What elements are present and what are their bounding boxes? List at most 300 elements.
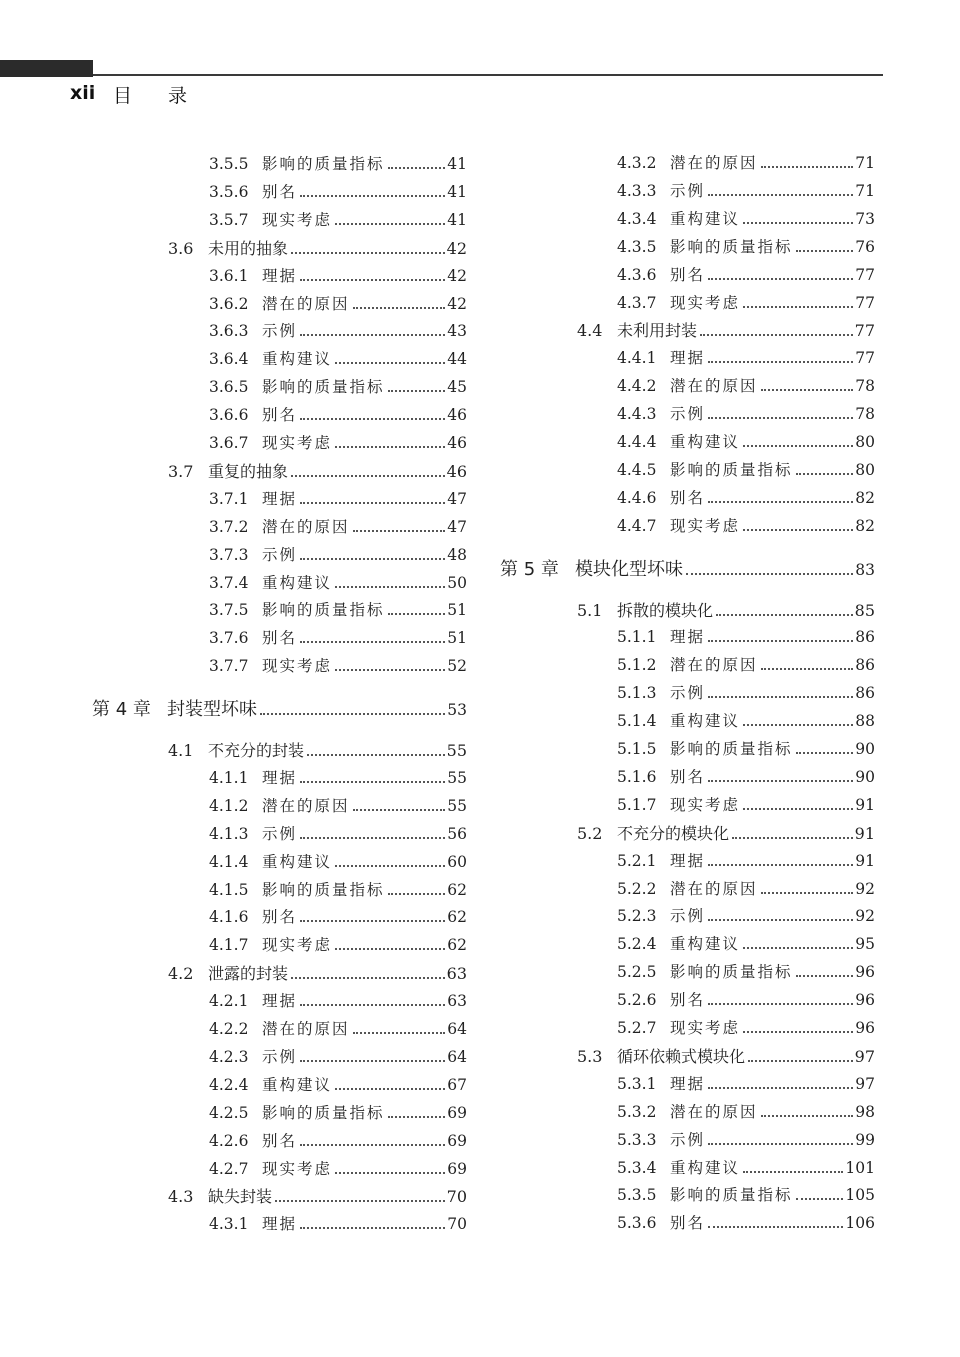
toc-entry-title: 现实考虑 [262,936,333,955]
toc-entry[interactable] [617,514,875,534]
toc-entry-title: 影响的质量指标 [670,963,793,982]
toc-entry-title: 别名 [262,1131,298,1150]
toc-entry[interactable] [617,1100,875,1120]
toc-entry[interactable] [209,431,467,451]
toc-entry[interactable] [209,264,467,284]
toc-entry-page: 78 [855,405,875,424]
toc-entry-page: 52 [447,657,467,676]
toc-entry-number: 4.2.5 [209,1103,249,1122]
toc-entry-number: 5.1.7 [617,795,657,814]
toc-entry[interactable] [617,374,875,394]
toc-entry[interactable] [617,625,875,645]
toc-entry[interactable] [617,709,875,729]
toc-entry-number: 3.6.5 [209,378,249,397]
toc-entry[interactable] [617,877,875,897]
toc-entry-page: 56 [447,824,467,843]
toc-entry-title: 循环依赖式模块化 [617,1046,746,1066]
toc-entry[interactable] [617,960,875,980]
toc-entry-page: 41 [447,182,467,201]
toc-entry-title: 重构建议 [670,209,741,228]
toc-leader-dots [335,865,445,867]
toc-entry[interactable] [209,933,467,953]
toc-entry[interactable] [617,932,875,952]
toc-entry-title: 现实考虑 [262,434,333,452]
toc-entry-page: 42 [446,238,467,258]
toc-entry-page: 64 [447,1047,467,1066]
toc-entry[interactable] [209,1101,467,1121]
toc-entry-title: 封装型坏味 [167,699,257,721]
toc-entry-number: 4.2.7 [209,1159,249,1178]
toc-entry[interactable] [617,430,875,450]
toc-leader-dots [708,919,853,921]
toc-entry-page: 53 [447,701,467,720]
toc-entry-title: 重构建议 [262,350,333,369]
toc-entry-number: 4.1.2 [209,796,249,815]
toc-entry-title: 未用的抽象 [208,238,289,258]
toc-entry[interactable] [209,208,467,228]
toc-entry[interactable] [209,403,467,423]
toc-entry[interactable] [617,486,875,506]
toc-entry-number: 4.2.2 [209,1020,249,1038]
toc-entry[interactable] [577,821,875,841]
toc-entry-title: 潜在的原因 [670,879,758,898]
toc-entry-title: 潜在的原因 [670,1102,758,1121]
toc-leader-dots [708,640,853,642]
toc-entry-title: 理据 [670,628,706,647]
toc-entry-title: 重复的抽象 [208,461,289,481]
toc-entry[interactable] [617,291,875,311]
toc-leader-dots [761,892,854,894]
toc-entry[interactable] [617,207,875,227]
toc-entry-number: 4.3.6 [617,265,657,284]
toc-leader-dots [796,1198,844,1200]
toc-entry[interactable] [209,571,467,591]
toc-leader-dots [335,669,445,671]
toc-entry-title: 泄露的封装 [208,964,289,984]
toc-entry-number: 3.6.6 [209,406,249,425]
toc-entry[interactable] [617,681,875,701]
toc-entry-number: 5.1 [577,600,603,620]
toc-entry[interactable] [209,180,467,200]
toc-leader-dots [353,809,446,811]
toc-entry-title: 影响的质量指标 [262,880,385,899]
toc-entry-number: 4.2.4 [209,1075,249,1094]
toc-leader-dots [743,947,853,949]
toc-entry-page: 101 [845,1158,875,1177]
toc-entry-number: 3.6.4 [209,350,249,369]
toc-entry-title: 别名 [670,1214,706,1233]
toc-entry-title: 示例 [670,181,706,200]
toc-entry-title: 潜在的原因 [262,517,350,536]
toc-entry-title: 拆散的模块化 [617,600,714,620]
toc-leader-dots [388,167,446,169]
toc-entry-title: 影响的质量指标 [670,740,793,758]
toc-entry[interactable] [168,236,467,256]
toc-entry-title: 理据 [670,851,706,870]
toc-leader-dots [291,475,445,477]
toc-entry[interactable] [209,292,467,312]
toc-entry[interactable] [617,346,875,366]
toc-entry[interactable] [168,738,467,758]
toc-leader-dots [743,529,853,531]
toc-entry-title: 别名 [262,908,298,927]
toc-entry-page: 80 [855,460,875,479]
toc-entry-page: 69 [447,1159,467,1178]
toc-entry-title: 示例 [262,322,298,341]
toc-entry-page: 91 [855,795,875,814]
toc-entry[interactable] [617,765,875,785]
toc-entry-page: 55 [447,768,467,787]
toc-entry[interactable] [617,1156,875,1176]
toc-entry-number: 4.4.4 [617,433,657,451]
toc-entry-number: 4.1.5 [209,880,249,899]
toc-leader-dots [686,573,853,575]
toc-entry-page: 42 [447,294,467,313]
toc-entry-number: 3.5.5 [209,155,249,173]
toc-entry[interactable] [209,515,467,535]
toc-entry[interactable] [209,1157,467,1177]
toc-entry-page: 46 [446,461,467,481]
toc-entry-number: 5.1.2 [617,656,657,675]
toc-entry[interactable] [209,1073,467,1093]
toc-entry-page: 71 [855,181,875,200]
toc-entry-page: 97 [855,1074,875,1093]
toc-entry-title: 影响的质量指标 [262,1103,385,1122]
toc-entry-page: 82 [855,516,875,535]
toc-entry-number: 3.7 [168,461,194,481]
toc-entry-number: 4.2.1 [209,992,249,1011]
toc-entry[interactable] [209,543,467,563]
toc-entry-title: 别名 [670,265,706,284]
toc-entry[interactable] [209,905,467,925]
toc-entry[interactable] [209,375,467,395]
toc-entry-page: 47 [447,489,467,508]
toc-entry[interactable] [168,1184,467,1207]
toc-entry-page: 44 [447,350,467,369]
toc-leader-dots [743,1031,853,1033]
toc-entry-page: 63 [446,964,467,984]
toc-entry-number: 4.2.6 [209,1131,249,1150]
toc-entry-title: 理据 [670,349,706,368]
page-title: 目录 [113,85,224,107]
toc-entry-number: 5.2.5 [617,963,657,982]
toc-leader-dots [300,781,445,783]
toc-entry[interactable] [617,1183,875,1203]
toc-entry[interactable] [617,849,875,869]
toc-leader-dots [335,948,445,950]
toc-leader-dots [761,389,854,391]
toc-leader-dots [300,502,445,504]
toc-entry-title: 未利用封装 [617,321,698,341]
toc-entry-title: 示例 [670,1130,706,1149]
toc-entry-number: 3.6.3 [209,322,249,341]
toc-entry-title: 重构建议 [262,1075,333,1094]
toc-entry-page: 83 [855,560,875,579]
toc-entry-page: 69 [447,1131,467,1150]
toc-entry[interactable] [209,1129,467,1149]
toc-leader-dots [300,558,445,560]
toc-leader-dots [761,668,854,670]
toc-entry-number: 5.2.2 [617,879,657,898]
toc-entry-number: 5.3.5 [617,1186,657,1205]
toc-leader-dots [796,250,854,252]
toc-entry-number: 4.4.7 [617,516,657,535]
toc-entry-page: 69 [447,1103,467,1122]
toc-entry[interactable] [209,654,467,674]
toc-leader-dots [335,1088,445,1090]
toc-entry-number: 4.3.3 [617,181,657,200]
toc-entry-page: 91 [855,851,875,870]
toc-entry[interactable] [168,961,467,984]
toc-leader-dots [708,1003,853,1005]
toc-entry-number: 4.1 [168,741,194,760]
toc-entry-page: 77 [855,265,875,284]
toc-entry-number: 第 5 章 [500,558,559,580]
toc-entry[interactable] [209,822,467,842]
toc-entry[interactable] [617,904,875,924]
toc-entry[interactable] [209,850,467,870]
toc-entry-title: 重构建议 [262,573,333,592]
toc-leader-dots [291,977,445,979]
toc-entry-page: 62 [447,908,467,927]
toc-entry-number: 4.1.1 [209,768,249,787]
toc-entry-page: 86 [855,684,875,703]
toc-entry-title: 示例 [262,1047,298,1066]
toc-entry-number: 3.5.7 [209,210,249,229]
toc-entry-page: 88 [855,712,875,731]
toc-entry-page: 41 [447,155,467,173]
toc-chapter-entry[interactable] [500,555,875,579]
toc-entry[interactable] [617,235,875,255]
toc-entry-title: 影响的质量指标 [670,237,793,256]
toc-leader-dots [708,1087,853,1089]
toc-entry-number: 3.6.1 [209,266,249,285]
toc-entry-title: 潜在的原因 [262,796,350,815]
toc-leader-dots [732,837,853,839]
toc-entry[interactable] [209,878,467,898]
toc-entry-number: 5.3 [577,1046,603,1066]
toc-entry-number: 4.3.5 [617,237,657,256]
toc-entry-number: 4.2.3 [209,1047,249,1066]
toc-entry-page: 76 [855,237,875,256]
toc-entry[interactable] [577,318,875,341]
toc-leader-dots [708,1226,843,1228]
toc-entry-title: 示例 [670,907,706,926]
toc-leader-dots [388,390,446,392]
toc-leader-dots [335,362,445,364]
toc-entry-number: 5.2.4 [617,935,657,954]
toc-entry[interactable] [617,988,875,1008]
toc-leader-dots [708,696,853,698]
toc-entry-page: 91 [854,823,875,843]
toc-entry-title: 别名 [670,991,706,1010]
toc-entry[interactable] [209,1017,467,1037]
toc-entry[interactable] [209,152,467,172]
toc-entry-page: 96 [855,991,875,1010]
toc-entry-title: 现实考虑 [670,516,741,535]
toc-entry-number: 5.2.1 [617,851,657,870]
header-rule [93,74,883,76]
toc-leader-dots [300,418,445,420]
toc-entry-title: 不充分的封装 [208,741,305,760]
toc-leader-dots [300,279,445,281]
toc-entry-title: 示例 [262,824,298,843]
toc-entry-page: 77 [855,293,875,312]
toc-leader-dots [353,1032,446,1034]
toc-leader-dots [716,614,853,616]
toc-entry-page: 73 [855,209,875,228]
toc-entry-page: 46 [447,434,467,452]
toc-entry-title: 现实考虑 [670,795,741,814]
toc-entry[interactable] [617,179,875,199]
toc-entry-title: 现实考虑 [262,1159,333,1178]
toc-entry-number: 3.7.1 [209,489,249,508]
toc-entry[interactable] [577,598,875,618]
toc-entry-title: 重构建议 [670,1158,741,1177]
toc-entry-page: 47 [447,517,467,536]
toc-entry[interactable] [617,793,875,813]
toc-entry-title: 重构建议 [670,935,741,954]
toc-entry-title: 别名 [262,406,298,425]
toc-entry[interactable] [209,319,467,339]
toc-entry-page: 51 [447,601,467,620]
toc-leader-dots [353,307,446,309]
toc-entry-title: 示例 [670,405,706,424]
toc-entry-number: 4.1.6 [209,908,249,927]
toc-entry[interactable] [577,1044,875,1064]
toc-entry[interactable] [209,598,467,618]
toc-entry[interactable] [617,458,875,478]
toc-leader-dots [708,780,853,782]
toc-entry-page: 77 [855,349,875,368]
toc-entry-title: 潜在的原因 [670,377,758,396]
toc-leader-dots [708,864,853,866]
toc-entry-number: 3.7.6 [209,629,249,648]
toc-entry-page: 105 [845,1186,875,1205]
toc-entry-page: 96 [855,1019,875,1037]
toc-entry-number: 4.3.7 [617,293,657,312]
toc-entry-page: 63 [447,992,467,1011]
toc-entry-title: 潜在的原因 [262,1020,350,1038]
toc-entry-title: 现实考虑 [262,657,333,676]
toc-entry-page: 98 [855,1102,875,1121]
toc-entry-title: 理据 [262,489,298,508]
toc-entry-page: 62 [447,880,467,899]
toc-entry-title: 别名 [262,182,298,201]
toc-leader-dots [743,724,853,726]
toc-entry-page: 62 [447,936,467,955]
toc-entry-number: 5.3.1 [617,1074,657,1093]
toc-entry[interactable] [617,1072,875,1092]
toc-entry[interactable] [209,794,467,814]
toc-entry[interactable] [168,459,467,479]
toc-leader-dots [388,1116,446,1118]
toc-entry-title: 理据 [670,1074,706,1093]
toc-entry-title: 重构建议 [670,433,741,451]
toc-entry-page: 99 [855,1130,875,1149]
toc-entry-number: 4.1.7 [209,936,249,955]
toc-entry[interactable] [209,487,467,507]
toc-entry[interactable] [209,766,467,786]
toc-entry[interactable] [617,1016,875,1036]
toc-entry-number: 5.1.5 [617,740,657,758]
toc-leader-dots [335,1172,445,1174]
toc-entry[interactable] [617,151,875,171]
toc-entry-title: 影响的质量指标 [262,155,385,173]
toc-leader-dots [307,754,445,756]
toc-leader-dots [335,223,445,225]
toc-entry-page: 85 [854,600,875,620]
toc-entry-title: 不充分的模块化 [617,823,730,843]
toc-entry[interactable] [617,653,875,673]
toc-entry-page: 46 [447,406,467,425]
toc-leader-dots [743,222,853,224]
toc-entry-page: 41 [447,210,467,229]
toc-leader-dots [260,713,445,715]
toc-chapter-entry[interactable] [92,695,467,719]
toc-entry-number: 5.2.6 [617,991,657,1010]
toc-leader-dots [275,1200,445,1202]
page-number: xii [70,82,96,104]
toc-leader-dots [743,306,853,308]
toc-entry-number: 4.4.1 [617,349,657,368]
toc-entry-page: 60 [447,852,467,871]
toc-entry-title: 现实考虑 [670,293,741,312]
toc-entry-page: 86 [855,656,875,675]
toc-entry-title: 影响的质量指标 [670,1186,793,1205]
toc-entry-page: 82 [855,488,875,507]
toc-entry[interactable] [209,989,467,1009]
toc-entry-page: 96 [855,963,875,982]
toc-leader-dots [743,1171,843,1173]
toc-entry[interactable] [617,1128,875,1148]
toc-entry-number: 5.3.4 [617,1158,657,1177]
toc-entry[interactable] [209,626,467,646]
toc-leader-dots [743,808,853,810]
toc-entry[interactable] [617,737,875,757]
toc-entry-page: 92 [855,907,875,926]
toc-entry[interactable] [617,402,875,422]
toc-entry-page: 64 [447,1020,467,1038]
toc-entry-page: 43 [447,322,467,341]
toc-entry-page: 45 [447,378,467,397]
toc-leader-dots [708,194,853,196]
toc-entry-number: 第 4 章 [92,699,151,721]
toc-leader-dots [353,530,446,532]
toc-leader-dots [300,837,445,839]
toc-entry-number: 3.7.3 [209,545,249,564]
toc-entry[interactable] [209,347,467,367]
toc-entry-number: 5.3.3 [617,1130,657,1149]
toc-entry[interactable] [617,263,875,283]
toc-entry-number: 4.3.2 [617,154,657,172]
toc-entry-title: 现实考虑 [262,210,333,229]
toc-entry[interactable] [209,1212,467,1232]
toc-leader-dots [708,1143,853,1145]
toc-leader-dots [300,195,445,197]
toc-entry-number: 5.3.2 [617,1102,657,1121]
toc-entry-number: 4.1.3 [209,824,249,843]
toc-leader-dots [708,278,853,280]
toc-entry[interactable] [617,1211,875,1231]
toc-entry-title: 理据 [262,1215,298,1234]
toc-entry-title: 示例 [670,684,706,703]
toc-leader-dots [300,1060,445,1062]
toc-entry[interactable] [209,1045,467,1065]
toc-leader-dots [388,613,446,615]
toc-entry-page: 90 [855,767,875,786]
toc-leader-dots [300,920,445,922]
